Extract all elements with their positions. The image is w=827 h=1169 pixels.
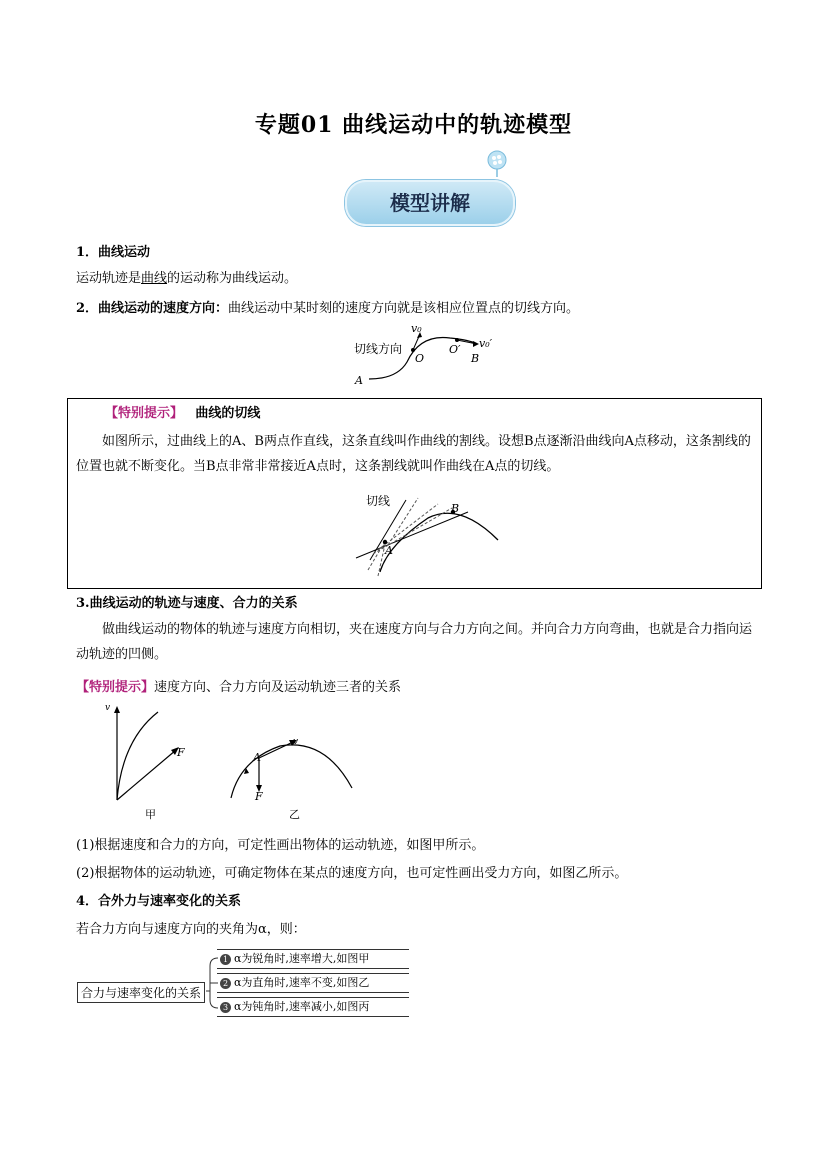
fig-yi-caption: 乙	[289, 808, 300, 821]
section-1-text: 运动轨迹是曲线的运动称为曲线运动。	[76, 271, 298, 286]
section-4-heading: 4．合外力与速率变化的关系	[76, 894, 242, 909]
note-2: (2)根据物体的运动轨迹，可确定物体在某点的速度方向，也可定性画出受力方向，如图乙所示。	[76, 866, 628, 881]
Op-label: O′	[449, 343, 461, 356]
section-2-line: 2．曲线运动的速度方向：曲线运动中某时刻的速度方向就是该相应位置点的切线方向。	[76, 301, 580, 316]
section-4-intro: 若合力方向与速度方向的夹角为α，则：	[76, 922, 306, 937]
fig2-B-label: B	[451, 502, 460, 515]
flower-icon	[484, 148, 510, 178]
fig-yi-v-label: v	[293, 737, 299, 747]
fig-jia-v-label: v	[105, 703, 111, 713]
relation-item-2: 2 α为直角时,速率不变,如图乙	[217, 973, 409, 993]
fig-jia-caption: 甲	[145, 808, 156, 821]
note-1: (1)根据速度和合力的方向，可定性画出物体的运动轨迹，如图甲所示。	[76, 838, 485, 853]
A-label: A	[355, 374, 363, 387]
section-3-heading: 3.曲线运动的轨迹与速度、合力的关系	[76, 596, 298, 611]
fig-yi-F-label: F	[255, 790, 263, 803]
tip-paragraph: 如图所示，过曲线上的A、B两点作直线，这条直线叫作曲线的割线。设想B点逐渐沿曲线向A点移动，这条割线的位置也就不断变化。当B点非常非常接近A点时，这条割线就叫作曲线在A点的切线。	[76, 434, 751, 474]
section-3-tip: 【特别提示】速度方向、合力方向及运动轨迹三者的关系	[76, 680, 402, 695]
force-velocity-figures	[100, 700, 360, 810]
tangent-label: 切线	[366, 494, 391, 508]
v0-label: v₀	[411, 322, 422, 335]
fig-yi-A-label: A	[253, 751, 261, 764]
relation-root: 合力与速率变化的关系	[77, 982, 205, 1003]
fig2-A-label: A	[385, 544, 393, 557]
section-1-heading: 1．曲线运动	[76, 245, 151, 260]
page-title: 专题01 曲线运动中的轨迹模型	[254, 112, 573, 138]
section-banner: 模型讲解	[345, 180, 515, 226]
O-label: O	[415, 352, 425, 365]
B-label: B	[471, 352, 480, 365]
tangent-direction-label: 切线方向	[354, 342, 403, 356]
v0p-label: v₀′	[479, 337, 493, 350]
tip-heading: 【特别提示】 曲线的切线	[105, 406, 261, 421]
relation-item-3: 3 α为钝角时,速率减小,如图丙	[217, 997, 409, 1017]
section-3-paragraph: 做曲线运动的物体的轨迹与速度方向相切，夹在速度方向与合力方向之间。并向合力方向弯曲，也就是合力指向运动轨迹的凹侧。	[76, 622, 753, 662]
fig-jia-F-label: F	[177, 746, 185, 759]
relation-item-1: 1 α为锐角时,速率增大,如图甲	[217, 949, 409, 969]
